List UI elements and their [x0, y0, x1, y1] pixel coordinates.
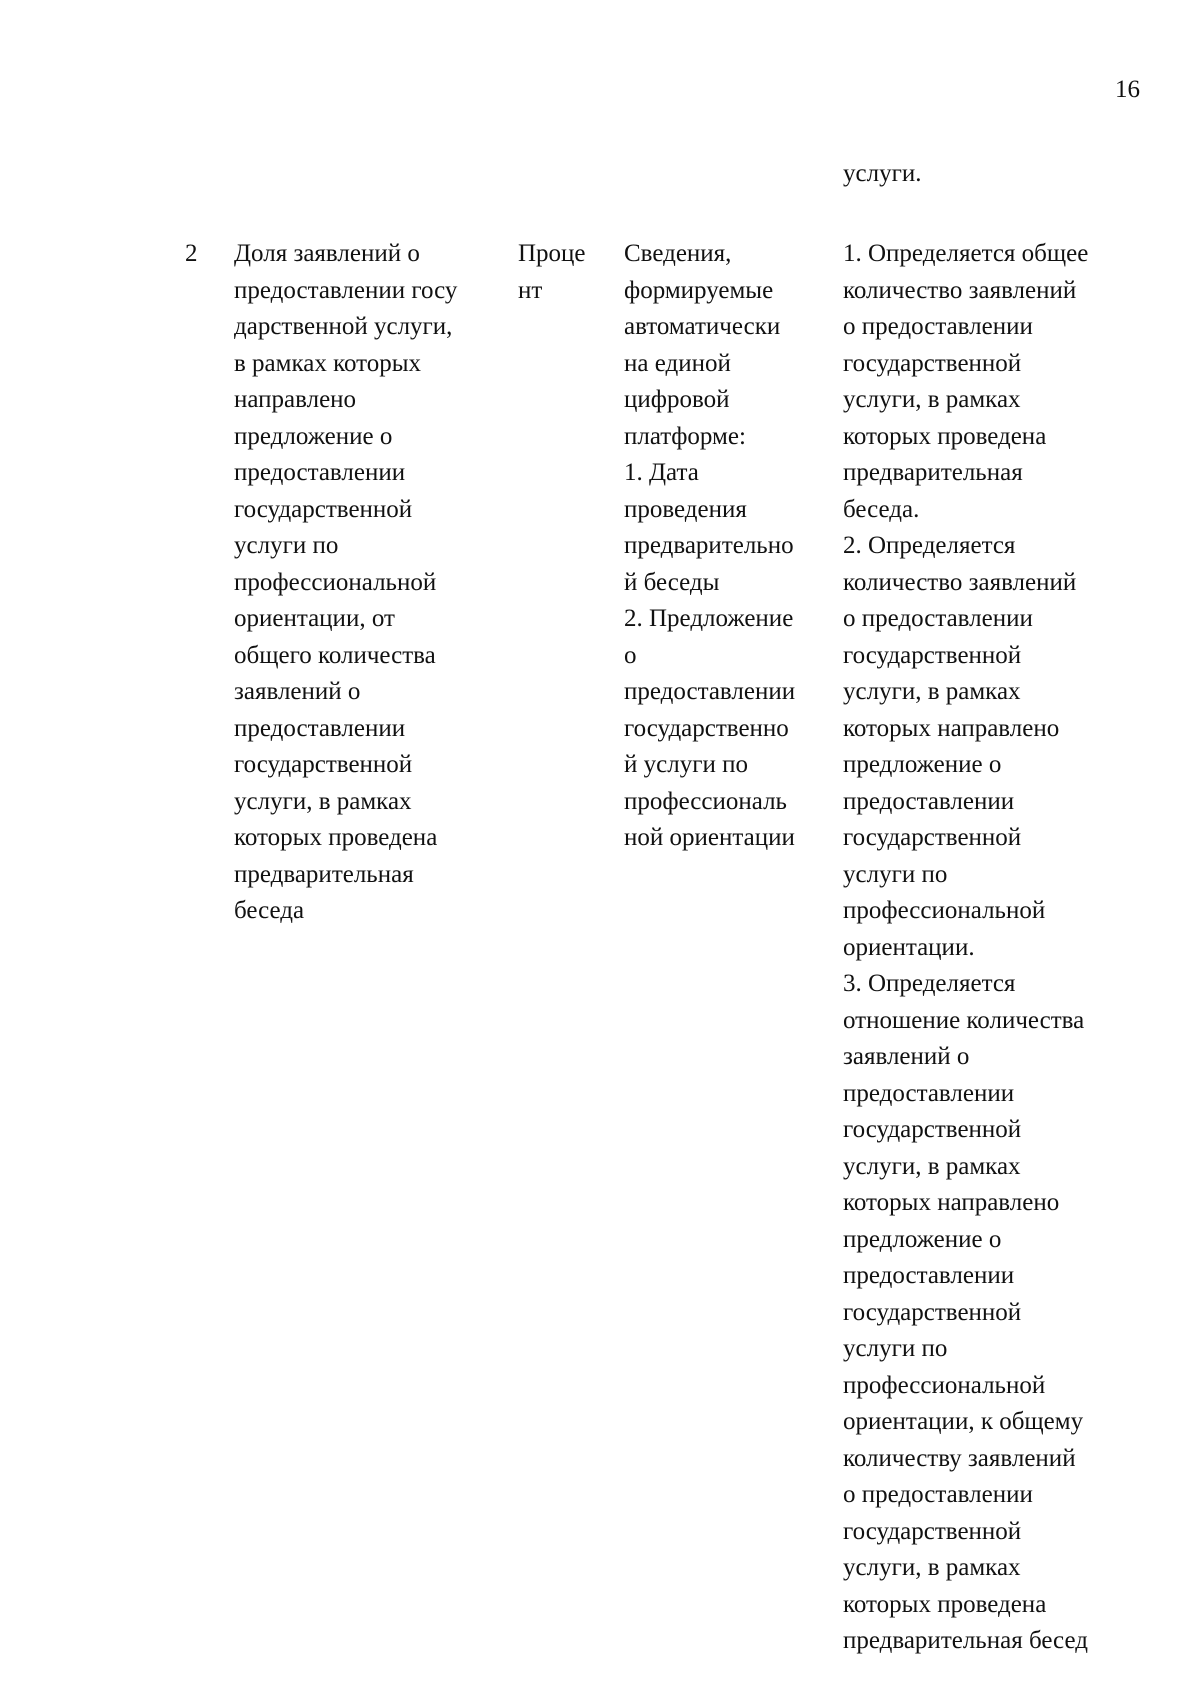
text-line: платформе:: [624, 422, 746, 450]
text-line: предоставлении: [843, 1079, 1015, 1107]
text-line: государственной: [843, 1298, 1022, 1326]
text-line: дарственной услуги,: [234, 313, 453, 340]
text-line: в рамках которых: [234, 349, 422, 377]
text-line: государственно: [624, 714, 789, 742]
text-line: ориентации, от: [234, 605, 395, 632]
page-number: 16: [1115, 76, 1140, 103]
calculation-method-cell: [843, 236, 1143, 1660]
text-line: 2. Предложение: [624, 605, 794, 632]
text-line: беседа: [234, 897, 305, 924]
text-line: государственной: [843, 1517, 1022, 1545]
text-line: государственной: [843, 824, 1022, 851]
text-line: предоставлении: [843, 787, 1015, 815]
text-line: которых проведена: [234, 824, 438, 851]
text-line: общего количества: [234, 641, 436, 669]
text-line: профессиональной: [843, 1371, 1046, 1399]
text-line: автоматически: [624, 313, 781, 340]
text-line: предварительно: [624, 532, 794, 559]
text-line: предложение о: [843, 1225, 1002, 1253]
text-line: услуги по: [843, 1335, 948, 1362]
text-line: государственной: [843, 641, 1022, 669]
text-line: предложение о: [843, 751, 1002, 778]
text-line: ной ориентации: [624, 824, 795, 851]
text-line: профессиональной: [234, 568, 437, 596]
data-source-cell: [624, 236, 829, 857]
text-line: нт: [518, 276, 543, 304]
text-line: предложение о: [234, 422, 393, 450]
text-line: количество заявлений: [843, 276, 1077, 304]
indicator-name-cell: [234, 236, 504, 930]
unit-cell: [518, 236, 608, 309]
text-line: количеству заявлений: [843, 1444, 1076, 1472]
text-line: ориентации, к общему: [843, 1408, 1084, 1435]
text-line: й услуги по: [624, 751, 748, 778]
carryover-text: услуги.: [843, 160, 922, 187]
text-line: 2. Определяется: [843, 532, 1016, 559]
text-line: 1. Определяется общее: [843, 240, 1089, 267]
text-line: государственной: [843, 1116, 1022, 1143]
text-line: услуги, в рамках: [843, 1152, 1021, 1180]
text-line: Проце: [518, 240, 586, 267]
text-line: отношение количества: [843, 1006, 1085, 1034]
text-line: профессиональной: [843, 897, 1046, 924]
text-line: заявлений о: [234, 678, 361, 705]
text-line: предварительная: [234, 860, 414, 888]
text-line: предоставлении: [624, 678, 796, 705]
text-line: которых проведена: [843, 422, 1047, 450]
text-line: о предоставлении: [843, 605, 1033, 632]
text-line: о предоставлении: [843, 1481, 1033, 1508]
text-line: Доля заявлений о: [234, 240, 420, 267]
text-line: профессиональ: [624, 787, 787, 815]
text-line: й беседы: [624, 568, 720, 596]
text-line: формируемые: [624, 276, 774, 304]
text-line: услуги по: [234, 532, 339, 559]
text-line: которых направлено: [843, 1189, 1060, 1216]
text-line: которых проведена: [843, 1590, 1047, 1618]
text-line: заявлений о: [843, 1043, 970, 1070]
text-line: ориентации.: [843, 933, 975, 961]
text-line: предоставлении: [234, 459, 406, 486]
text-line: цифровой: [624, 386, 730, 413]
text-line: которых направлено: [843, 714, 1060, 742]
text-line: услуги, в рамках: [843, 1554, 1021, 1581]
text-line: государственной: [234, 751, 413, 778]
text-line: государственной: [843, 349, 1022, 377]
text-line: 1. Дата: [624, 459, 699, 486]
text-line: услуги по: [843, 860, 948, 888]
text-line: предварительная: [843, 459, 1023, 486]
text-line: о предоставлении: [843, 313, 1033, 340]
text-line: на единой: [624, 349, 731, 377]
text-line: предоставлении: [234, 714, 406, 742]
text-line: проведения: [624, 495, 747, 523]
text-line: о: [624, 641, 637, 669]
text-line: предоставлении: [843, 1262, 1015, 1289]
text-line: услуги, в рамках: [843, 386, 1021, 413]
text-line: предоставлении госу: [234, 276, 458, 304]
text-line: направлено: [234, 386, 357, 413]
row-number: 2: [185, 240, 198, 267]
text-line: услуги, в рамках: [843, 678, 1021, 705]
text-line: Сведения,: [624, 240, 732, 267]
text-line: услуги, в рамках: [234, 787, 412, 815]
text-line: 3. Определяется: [843, 970, 1016, 997]
text-line: беседа.: [843, 495, 920, 523]
text-line: государственной: [234, 495, 413, 523]
text-line: предварительная бесед: [843, 1627, 1088, 1654]
text-line: количество заявлений: [843, 568, 1077, 596]
